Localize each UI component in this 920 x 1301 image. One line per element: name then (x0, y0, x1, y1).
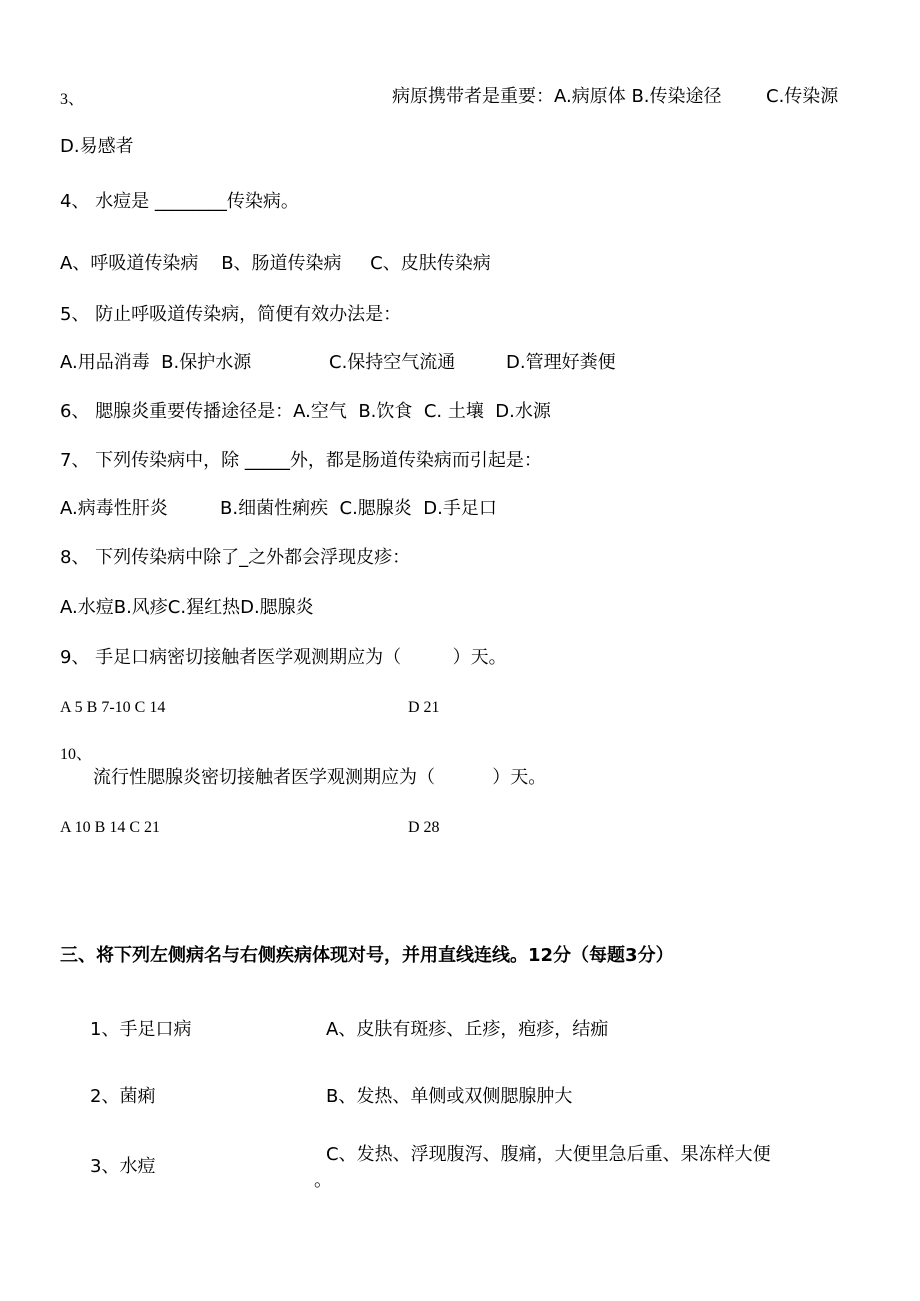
q5-text: 5、 防止呼吸道传染病，简便有效办法是： (60, 304, 402, 325)
match-left-3: 3、水痘 (90, 1156, 156, 1177)
q9-option-d: D 21 (408, 699, 440, 716)
match-right-a: A、皮肤有斑疹、丘疹，疱疹，结痂 (326, 1019, 609, 1040)
q5-option-c: C.保持空气流通 (329, 352, 456, 373)
q4-text: 4、 水痘是 ________传染病。 (60, 191, 299, 212)
match-left-2: 2、菌痢 (90, 1086, 156, 1107)
q9-options-abc: A 5 B 7-10 C 14 (60, 699, 166, 716)
q3-option-c: C.传染源 (766, 86, 839, 107)
q3-text: 病原携带者是重要：A.病原体 B.传染途径 (392, 86, 722, 107)
q8-text: 8、 下列传染病中除了_之外都会浮现皮疹： (60, 547, 411, 568)
q7-text: 7、 下列传染病中，除 _____外，都是肠道传染病而引起是： (60, 450, 542, 471)
q10-option-d: D 28 (408, 819, 440, 836)
q10-text: 流行性腮腺炎密切接触者医学观测期应为（ ）天。 (93, 767, 547, 788)
section3-heading: 三、将下列左侧病名与右侧疾病体现对号，并用直线连线。12分（每题3分） (60, 945, 674, 966)
match-right-b: B、发热、单侧或双侧腮腺肿大 (326, 1086, 573, 1107)
q9-text: 9、 手足口病密切接触者医学观测期应为（ ）天。 (60, 647, 507, 668)
q7-option-a: A.病毒性肝炎 (60, 498, 168, 519)
q5-option-d: D.管理好粪便 (506, 352, 616, 373)
match-right-c: C、发热、浮现腹泻、腹痛，大便里急后重、果冻样大便 (326, 1144, 771, 1165)
q5-options-ab: A.用品消毒 B.保护水源 (60, 352, 252, 373)
q3-option-d: D.易感者 (60, 136, 134, 157)
q8-options: A.水痘B.风疹C.猩红热D.腮腺炎 (60, 597, 314, 618)
q6-text: 6、 腮腺炎重要传播途径是：A.空气 B.饮食 C. 土壤 D.水源 (60, 401, 551, 422)
q7-options-bcd: B.细菌性痢疾 C.腮腺炎 D.手足口 (220, 498, 497, 519)
match-left-1: 1、手足口病 (90, 1019, 192, 1040)
q10-number: 10、 (60, 746, 93, 763)
q10-options-abc: A 10 B 14 C 21 (60, 819, 161, 836)
q3-number: 3、 (60, 91, 85, 108)
match-right-c-trailing: 。 (314, 1170, 332, 1191)
q4-options: A、呼吸道传染病 B、肠道传染病 C、皮肤传染病 (60, 253, 491, 274)
